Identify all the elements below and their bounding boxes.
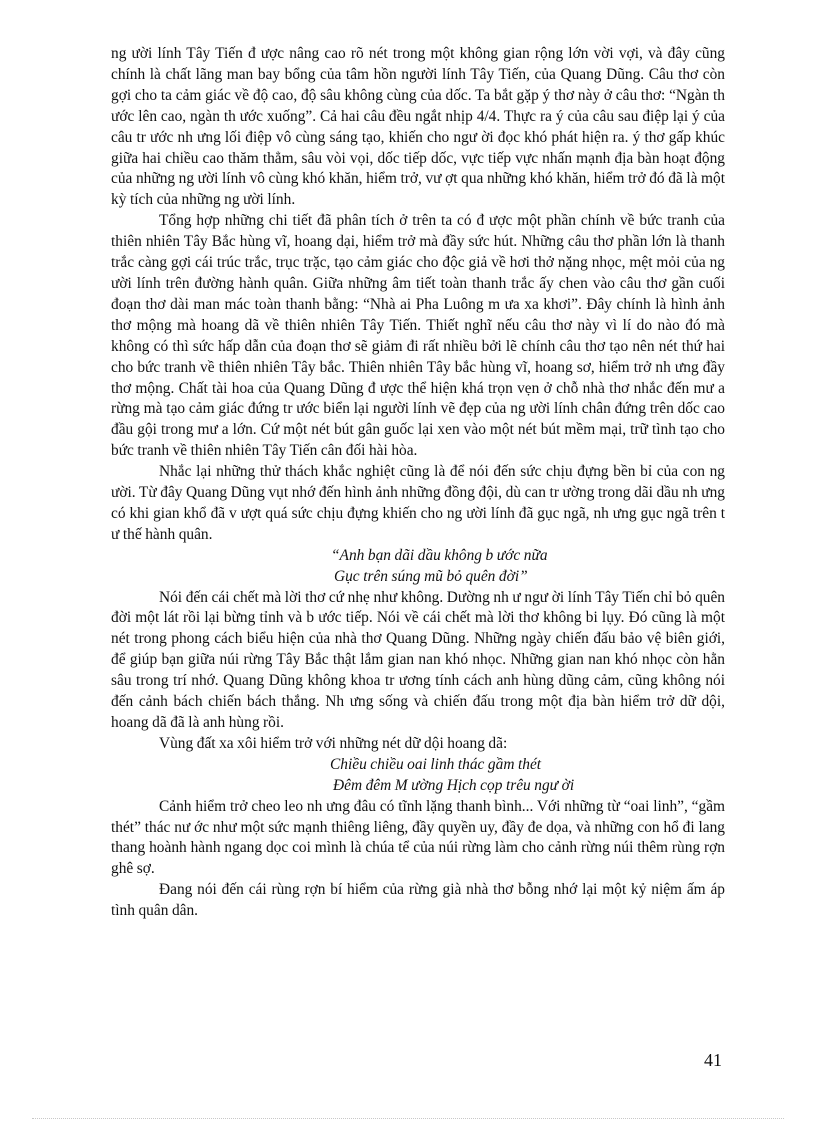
paragraph: Tổng hợp những chi tiết đã phân tích ở trên ta có đ ược một phần chính về bức tranh của thiên nhiên Tây Bắc hùng vĩ, hoang dại, hiểm trở mà đầy sức hút. Những câu thơ phần lớn là thanh trắc càng gợi cái trúc trắc, trục trặc, tạo cảm giác cho độc giả về hơi thở nặng nhọc, mệt mỏi của ng ười lính trên đường hành quân. Giữa những âm tiết toàn thanh trắc ấy chen vào câu thơ gần cuối đoạn thơ dài man mác toàn thanh bằng: “Nhà ai Pha Luông m ưa xa khơi”. Đây chính là hình ảnh thơ mộng mà hoang dã về thiên nhiên Tây Tiến. Thiết nghĩ nếu câu thơ này vì lí do nào đó mà không có thì sức hấp dẫn của đoạn thơ sẽ giảm đi rất nhiều bởi lẽ chính câu thơ tạo nên nét thứ hai cho bức tranh về thiên nhiên Tây bắc. Thiên nhiên Tây bắc hùng vĩ, hoang sơ, hiểm trở nh ưng đầy thơ mộng. Chất tài hoa của Quang Dũng đ ược thể hiện khá trọn vẹn ở chỗ nhà thơ nhắc đến mư a rừng mà tạo cảm giác đứng tr ước biển lại người lính vẽ đẹp của ng ười lính chân đứng trên dốc cao đầu gội trong mư a lớn. Cứ một nét bút gân guốc lại xen vào một nét bút mềm mại, trữ tình tạo cho bức tranh về thiên nhiên Tây Tiến cân đối hài hòa. [111,212,725,460]
paragraph: Nhắc lại những thử thách khắc nghiệt cũng là để nói đến sức chịu đựng bền bỉ của con ng ười. Từ đây Quang Dũng vụt nhớ đến hình ảnh những đồng đội, dù can tr ường trong dãi dầu nh ưng có khi gian khổ đã v ượt quá sức chịu đựng khiến cho ng ười lính đã gục ngã, nh ưng gục ngã trên t ư thế hành quân. [111,463,725,543]
paragraph: Vùng đất xa xôi hiểm trở với những nét dữ dội hoang dã: [159,734,508,752]
paragraph: Đang nói đến cái rùng rợn bí hiểm của rừng già nhà thơ bỗng nhớ lại một kỷ niệm ấm áp tình quân dân. [111,881,725,920]
verse-line: Gục trên súng mũ bỏ quên đời” [334,567,528,585]
verse-line: “Anh bạn dãi dầu không b ước nữa [331,546,548,564]
paragraph: Cảnh hiểm trở cheo leo nh ưng đâu có tĩnh lặng thanh bình... Với những từ “oai linh”, “gầm thét” thác nư ớc như một sức mạnh thiêng liêng, đầy quyền uy, đầy đe dọa, và những con hổ đi lang thang hoành hành ngang dọc coi mình là chúa tể của núi rừng làm cho cảnh rừng núi thêm rùng rợn ghê sợ. [111,797,725,878]
page-bottom-divider [32,1118,784,1119]
page-number: 41 [704,1050,722,1070]
body-text [111,44,725,922]
verse-line: Đêm đêm M ường Hịch cọp trêu ngư ời [333,776,575,794]
paragraph: Nói đến cái chết mà lời thơ cứ nhẹ như không. Dường nh ư ngư ời lính Tây Tiến chỉ bỏ quên đời một lát rồi lại bừng tỉnh và b ước tiếp. Nói về cái chết mà lời thơ không bi lụy. Đó cũng là một nét trong phong cách biểu hiện của nhà thơ Quang Dũng. Những ngày chiến đấu bảo vệ biên giới, để giúp bạn giữa núi rừng Tây Bắc thật lắm gian nan khó nhọc. Những gian nan khó nhọc còn hằn sâu trong trí nhớ. Quang Dũng không khoa tr ương tính cách anh hùng dũng cảm, cũng không nói đến cảnh bách chiến bách thắng. Nh ưng sống và chiến đấu trong một địa bàn hiểm trở dữ dội, hoang dã đã là anh hùng rồi. [111,588,725,731]
verse-line: Chiều chiều oai linh thác gầm thét [330,755,542,773]
paragraph: ng ười lính Tây Tiến đ ược nâng cao rõ nét trong một không gian rộng lớn vời vợi, và đây cũng chính là chất lãng man bay bổng của tâm hồn người lính Tây Tiến, của Quang Dũng. Câu thơ còn gợi cho ta cảm giác về độ cao, độ sâu không cùng của dốc. Ta bắt gặp ý thơ này ở câu thơ: “Ngàn th ước lên cao, ngàn th ước xuống”. Cả hai câu đều ngắt nhịp 4/4. Thực ra ý của câu sau điệp lại ý của câu tr ước nh ưng lối điệp vô cùng sáng tạo, khiến cho ngư ời đọc khó phát hiện ra. ý thơ gấp khúc giữa hai chiều cao thăm thẳm, sâu vòi vọi, dốc tiếp dốc, vực tiếp vực nhấn mạnh địa bàn hoạt động của những ng ười lính vô cùng khó khăn, hiểm trở, vư ợt qua những khó khăn, hiểm trở đó đã là một kỳ tích của những ng ười lính. [111,45,725,209]
